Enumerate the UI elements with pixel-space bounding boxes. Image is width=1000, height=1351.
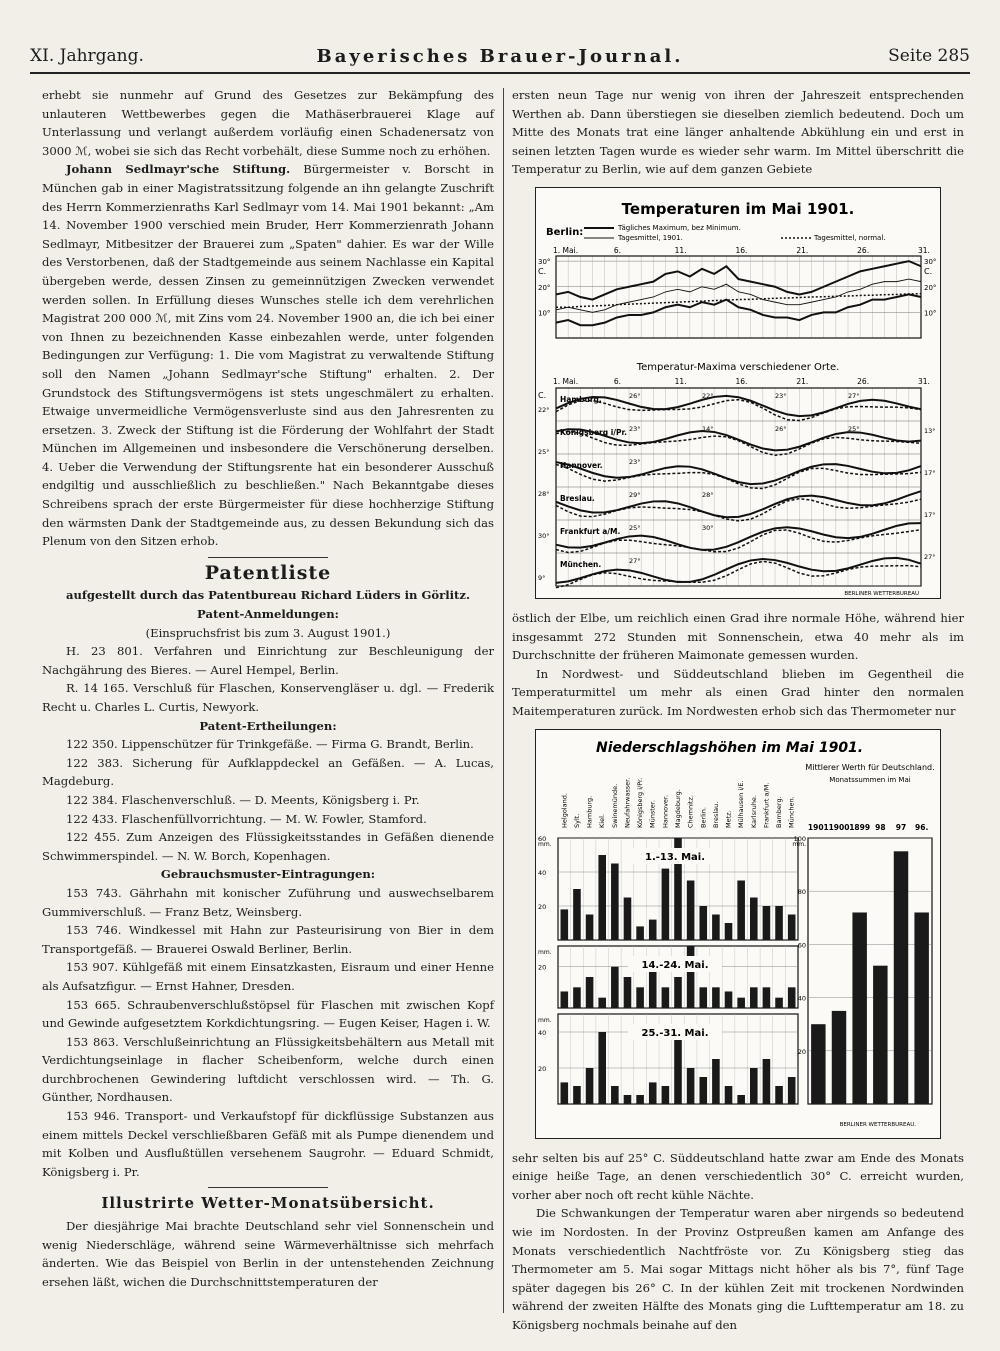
series-label: 1.-13. Mai. — [644, 851, 706, 863]
precip-bar — [636, 926, 644, 940]
peak-label: 27° — [629, 556, 641, 565]
y-tick-label: 100 — [793, 834, 806, 843]
category-label: Königsberg i/Pr. — [636, 777, 645, 828]
y-tick-label: 30° — [538, 258, 551, 267]
category-label: Helgoland. — [560, 792, 569, 828]
precip-bar — [624, 977, 632, 1008]
note: (Einspruchsfrist bis zum 3. August 1901.) — [145, 625, 391, 640]
series-label: 25.-31. Mai. — [641, 1027, 709, 1039]
comparison-bar — [894, 851, 908, 1104]
axis-value-label: 30° — [538, 531, 550, 540]
journal-title: Bayerisches Brauer-Journal. — [316, 46, 684, 67]
precip-bar — [649, 919, 657, 939]
precip-bar — [561, 1082, 569, 1104]
station-label: Breslau. — [560, 493, 595, 503]
precip-bar — [737, 1095, 745, 1104]
column-divider — [503, 88, 504, 1313]
precip-bar — [586, 1068, 594, 1104]
chart-title: Temperaturen im Mai 1901. — [621, 199, 855, 218]
x-tick-label: 1. Mai. — [553, 376, 579, 386]
precip-bar — [750, 897, 758, 940]
list-item: 153 743. Gährhahn mit konischer Zuführung und auswechselbarem Gummiverschluß. — Franz Betz, Weinsberg. — [42, 885, 494, 919]
category-label: Bamberg. — [775, 795, 784, 828]
axis-value-label: 25° — [538, 447, 550, 456]
y-tick-label: 20° — [924, 283, 937, 292]
y-tick-label: 20 — [538, 1064, 547, 1073]
y-tick-label: 10° — [924, 309, 937, 318]
category-label: Hamburg. — [585, 795, 594, 828]
precip-bar — [636, 987, 644, 1008]
legend-label: Berlin: — [546, 226, 584, 238]
y-tick-label: 10° — [538, 309, 551, 318]
precip-bar — [573, 987, 581, 1008]
precip-bar — [611, 1086, 619, 1104]
subsection-heading: Patent-Ertheilungen: — [199, 718, 337, 733]
peak-label: 23° — [775, 391, 787, 400]
precip-bar — [788, 987, 796, 1008]
peak-label: 26° — [629, 391, 641, 400]
peak-label: 23° — [629, 424, 641, 433]
precip-bar — [712, 987, 720, 1008]
precipitation-chart — [535, 729, 941, 1139]
axis-value-label: 28° — [538, 489, 550, 498]
peak-label: 22° — [702, 391, 714, 400]
x-tick-label: 6. — [613, 245, 621, 255]
x-tick-label: 16. — [735, 245, 748, 255]
y-tick-label: 40 — [538, 1028, 547, 1037]
page-number: Seite 285 — [888, 46, 970, 66]
precip-bar — [624, 1095, 632, 1104]
legend-entry: Tagesmittel, normal. — [814, 233, 886, 242]
year-label: 98 — [875, 822, 886, 832]
precip-bar — [750, 987, 758, 1008]
axis-value-label: 22° — [538, 405, 550, 414]
y-tick-label: 60 — [797, 940, 806, 949]
volume-label: XI. Jahrgang. — [30, 46, 144, 66]
category-label: Mülhausen i/E. — [737, 780, 746, 828]
precip-bar — [624, 897, 632, 940]
list-item: 122 433. Flaschenfüllvorrichtung. — M. W. Fowler, Stamford. — [66, 811, 427, 826]
precip-bar — [712, 914, 720, 940]
axis-value-label: 17° — [924, 510, 936, 519]
list-item: 153 863. Verschlußeinrichtung an Flüssigkeitsbehältern aus Metall mit Verdichtungseinlage in flacher Scheibenform, welche durch einen durchbrochenen Gewindering luftdicht verschlossen wird. — Th. G. Günther, Nordhausen. — [42, 1034, 494, 1105]
precip-bar — [687, 1068, 695, 1104]
x-tick-label: 21. — [796, 245, 809, 255]
year-label: 1900 — [828, 822, 850, 832]
paragraph: Die Schwankungen der Temperatur waren aber nirgends so bedeutend wie im Nordosten. In der Provinz Ostpreußen kamen am Anfange des Monats verschiedentlich Nachtfröste vor. Zu Königsberg stieg das Thermometer am 5. Mai sogar Mittags nicht höher als bis 7°, fünf Tage später dagegen bis 26° C. In der kühlen Zeit mit trockenen Nordwinden während der zweiten Hälfte des Monats ging die Lufttemperatur am 18. zu Königsberg nochmals beinahe auf den — [512, 1206, 964, 1332]
x-tick-label: 11. — [674, 376, 687, 386]
category-label: München. — [787, 795, 796, 828]
precip-bar — [598, 1032, 606, 1104]
x-tick-label: 11. — [674, 245, 687, 255]
panel-subtitle: Temperatur-Maxima verschiedener Orte. — [636, 361, 840, 373]
y-tick-label: 20° — [538, 283, 551, 292]
precip-bar — [611, 863, 619, 940]
unit-label: C. — [538, 267, 547, 277]
comparison-subtitle: Monatssummen im Mai — [829, 775, 911, 784]
category-label: Hannover. — [661, 794, 670, 828]
category-label: Neufahrwasser. — [623, 777, 632, 828]
paragraph: sehr selten bis auf 25° C. Süddeutschland hatte zwar am Ende des Monats einige heiße Tage, an denen verschiedentlich 30° C. erreicht wurden, vorher aber noch oft recht kühle Nächte. — [512, 1150, 964, 1202]
precip-bar — [573, 1086, 581, 1104]
category-label: Frankfurt a/M. — [762, 782, 771, 828]
peak-label: 25° — [629, 523, 641, 532]
peak-label: 14° — [702, 424, 714, 433]
y-tick-label: 20 — [538, 963, 547, 972]
credit: BERLINER WETTERBUREAU — [844, 590, 919, 597]
right-column — [512, 86, 964, 1334]
list-item: H. 23 801. Verfahren und Einrichtung zur Beschleunigung der Nachgährung des Bieres. — Aurel Hempel, Berlin. — [42, 644, 494, 677]
category-label: Chemnitz. — [686, 794, 695, 828]
precip-bar — [687, 946, 695, 1008]
category-label: Metz. — [724, 809, 733, 828]
precip-bar — [699, 906, 707, 940]
x-tick-label: 16. — [735, 376, 748, 386]
list-item: 122 350. Lippenschützer für Trinkgefäße. — Firma G. Brandt, Berlin. — [66, 737, 474, 752]
paragraph: ersten neun Tage nur wenig von ihren der Jahreszeit entsprechenden Werthen ab. Dann überstiegen sie dieselben ziemlich bedeutend. Doch um Mitte des Monats trat eine länger anhaltende Abkühlung ein und erst in seinen letzten Tagen wurde es wieder sehr warm. Im Mittel überschritt die Temperatur zu Berlin, wie auf dem ganzen Gebiete — [512, 88, 964, 177]
precip-bar — [687, 880, 695, 940]
peak-label: 26° — [775, 424, 787, 433]
unit-label: mm. — [538, 1016, 552, 1024]
station-label: Hannover. — [560, 460, 603, 470]
peak-label: 25° — [848, 424, 860, 433]
category-label: Karlsruhe. — [749, 794, 758, 828]
peak-label: 23° — [629, 457, 641, 466]
precip-bar — [712, 1059, 720, 1104]
category-label: Kiel. — [598, 813, 607, 828]
axis-value-label: 27° — [924, 552, 936, 561]
list-item: 153 907. Kühlgefäß mit einem Einsatzkasten, Eisraum und einer Henne als Aufsatzfigur. — Ernst Hahner, Dresden. — [42, 960, 494, 993]
precip-bar — [725, 1086, 733, 1104]
year-label: 1901 — [807, 822, 829, 832]
unit-label: mm. — [538, 948, 552, 956]
x-tick-label: 21. — [796, 376, 809, 386]
comparison-bar — [873, 965, 887, 1103]
category-label: Swinemünde. — [610, 783, 619, 828]
precip-bar — [649, 1082, 657, 1104]
precip-bar — [763, 1059, 771, 1104]
precip-bar — [636, 1095, 644, 1104]
x-tick-label: 6. — [613, 376, 621, 386]
precip-bar — [750, 1068, 758, 1104]
divider — [208, 1187, 328, 1188]
category-label: Münster. — [648, 799, 657, 828]
peak-label: 29° — [629, 490, 641, 499]
axis-value-label: 9° — [538, 573, 546, 582]
precip-bar — [737, 997, 745, 1007]
unit-label: mm. — [538, 840, 552, 848]
precip-bar — [763, 987, 771, 1008]
precip-bar — [662, 1086, 670, 1104]
chart-title: Niederschlagshöhen im Mai 1901. — [596, 739, 864, 756]
section-title: Patentliste — [204, 561, 332, 584]
paragraph: erhebt sie nunmehr auf Grund des Gesetzes zur Bekämpfung des unlauteren Wettbewerbes gegen die Mathäserbrauerei Klage auf Unterlassung und verlangt außerdem vorläufig einen Schadenersatz von 3000 ℳ, wobei sie sich das Recht vorbehält, diese Summe noch zu erhöhen. — [42, 88, 494, 158]
peak-label: 30° — [702, 523, 714, 532]
comparison-bar — [832, 1010, 846, 1103]
section-subtitle: aufgestellt durch das Patentbureau Richard Lüders in Görlitz. — [65, 588, 471, 603]
precip-bar — [763, 906, 771, 940]
list-item: 153 746. Windkessel mit Hahn zur Pasteurisirung von Bier in dem Transportgefäß. — Brauerei Oswald Berliner, Berlin. — [42, 923, 494, 956]
precip-bar — [674, 977, 682, 1008]
station-label: Frankfurt a/M. — [560, 526, 621, 536]
precipitation-chart-svg — [536, 730, 940, 1138]
comparison-bar — [852, 912, 866, 1104]
precip-bar — [674, 1032, 682, 1104]
category-label: Berlin. — [699, 806, 708, 828]
precip-bar — [586, 914, 594, 940]
left-column — [42, 86, 494, 1291]
y-tick-label: 40 — [538, 868, 547, 877]
precip-bar — [586, 977, 594, 1008]
unit-label: C. — [538, 390, 547, 400]
paragraph: östlich der Elbe, um reichlich einen Grad ihre normale Höhe, während hier insgesammt 272 Stunden mit Sonnenschein, etwa 40 mehr als im Durchschnitte der früheren Maimonate gemessen wurden. — [512, 610, 964, 663]
precip-bar — [561, 909, 569, 940]
y-tick-label: 30° — [924, 258, 937, 267]
list-item: R. 14 165. Verschluß für Flaschen, Konservengläser u. dgl. — Frederik Recht u. Charles L. Curtis, Newyork. — [42, 681, 494, 714]
paragraph-text: Bürgermeister v. Borscht in München gab in einer Magistratssitzung folgende an ihn gelangte Zuschrift des Herrn Kommerzienraths Karl Sedlmayr vom 14. Mai 1901 bekannt: „Am 14. November 1900 verschied mein Bruder, Herr Kommerzienrath Johann Sedlmayr, Mitbesitzer der Brauerei zum „Spaten" dahier. Es war der Wille des Verstorbenen, daß der Stadtgemeinde aus seinem Nachlasse ein Kapital übergeben werde, dessen Zinsen zu gemeinnützigen Zwecken verwendet werden sollen. In Erfüllung dieses Wunsches stelle ich dem verehrlichen Magistrat 200 000 ℳ, mit Zins vom 24. November 1900 an, die ich bei einer von Ihnen zu bezeichnenden Kasse einbezahlen werde, unter folgenden Bedingungen zur Verfügung: 1. Die vom Magistrat zu verwaltende Stiftung soll den Namen „Johann Sedlmayr'sche Stiftung" erhalten. 2. Der Grundstock des Stiftungsvermögens ist stets ungeschmälert zu erhalten. Etwaige unvermeidliche Vermögensverluste sind aus den Jahresrenten zu ersetzen. 3. Zweck der Stiftung ist die Förderung der Wohlfahrt der Stadt München im Allgemeinen und insbesondere die Verschönerung derselben. 4. Ueber die Verwendung der Stiftungsrente hat ein besonderer Ausschuß endgiltig und ausschließlich zu beschließen." Nach Bekanntgabe dieses Schreibens sprach der erste Bürgermeister für diese hochherzige Stiftung den wärmsten Dank der Stadtgemeinde aus, zu dessen Bekundung sich das Plenum von den Sitzen erhob. — [42, 162, 494, 549]
precip-bar — [775, 1086, 783, 1104]
paragraph: In Nordwest- und Süddeutschland blieben im Gegentheil die Temperaturmittel um mehr als einen Grad hinter den normalen Maitemperaturen zurück. Im Nordwesten erhob sich das Thermometer nur — [512, 666, 964, 718]
y-tick-label: 40 — [797, 994, 806, 1003]
unit-label: C. — [924, 267, 933, 277]
year-label: 1899 — [849, 822, 871, 832]
comparison-bar — [914, 912, 928, 1104]
precip-bar — [788, 1077, 796, 1104]
x-tick-label: 31. — [918, 376, 930, 386]
precip-bar — [699, 1077, 707, 1104]
precip-bar — [699, 987, 707, 1008]
precip-bar — [662, 868, 670, 939]
credit: BERLINER WETTERBUREAU. — [839, 1121, 916, 1128]
category-label: Magdeburg. — [674, 788, 682, 828]
x-tick-label: 31. — [918, 245, 930, 255]
temperature-chart — [535, 187, 941, 599]
station-label: Hamburg. — [560, 394, 602, 404]
paragraph — [42, 160, 494, 550]
page-header — [30, 42, 970, 74]
precip-bar — [662, 987, 670, 1008]
precip-bar — [611, 966, 619, 1007]
paragraph: Der diesjährige Mai brachte Deutschland sehr viel Sonnenschein und wenig Niederschläge, während seine Wärmeverhältnisse sich mehrfach änderten. Wie das Beispiel von Berlin in der untenstehenden Zeichnung ersehen läßt, wichen die Durchschnittstemperaturen der — [42, 1219, 494, 1289]
y-tick-label: 20 — [538, 902, 547, 911]
precip-bar — [598, 997, 606, 1007]
category-label: Sylt. — [572, 813, 581, 828]
series-label: 14.-24. Mai. — [641, 959, 709, 971]
year-label: 96. — [915, 822, 929, 832]
x-tick-label: 1. Mai. — [553, 245, 579, 255]
subsection-heading: Gebrauchsmuster-Eintragungen: — [160, 867, 376, 882]
station-label: Königsberg i/Pr. — [560, 427, 627, 437]
precip-bar — [573, 889, 581, 940]
category-label: Breslau. — [711, 801, 720, 828]
year-label: 97 — [895, 822, 907, 832]
list-item: 122 383. Sicherung für Aufklappdeckel an Gefäßen. — A. Lucas, Magdeburg. — [42, 755, 494, 789]
precip-bar — [775, 997, 783, 1007]
station-label: München. — [560, 559, 602, 569]
list-item: 122 384. Flaschenverschluß. — D. Meents, Königsberg i. Pr. — [66, 792, 420, 807]
section-heading: Johann Sedlmayr'sche Stiftung. — [66, 162, 291, 177]
axis-value-label: 13° — [924, 426, 936, 435]
peak-label: 27° — [848, 391, 860, 400]
unit-label: mm. — [792, 840, 806, 848]
y-tick-label: 60 — [538, 834, 547, 843]
peak-label: 28° — [702, 490, 714, 499]
precip-bar — [725, 991, 733, 1008]
precip-bar — [725, 923, 733, 940]
comparison-title: Mittlerer Werth für Deutschland. — [805, 762, 935, 772]
y-tick-label: 20 — [797, 1047, 806, 1056]
precip-bar — [788, 914, 796, 940]
list-item: 153 946. Transport- und Verkaufstopf für dickflüssige Substanzen aus einem mittels Deckel verschließbaren Gefäß mit als Pumpe dienendem und mit Kolben und Ausflußtüllen versehenem Saugrohr. — Eduard Schmidt, Königsberg i. Pr. — [42, 1109, 494, 1179]
list-item: 153 665. Schraubenverschlußstöpsel für Flaschen mit zwischen Kopf und Gewinde aufgesetztem Korkdichtungsring. — Eugen Keiser, Hagen i. W. — [42, 997, 494, 1031]
precip-bar — [598, 855, 606, 940]
section-title: Illustrirte Wetter-Monatsübersicht. — [101, 1194, 435, 1213]
subsection-heading: Patent-Anmeldungen: — [197, 607, 339, 622]
precip-bar — [561, 991, 569, 1008]
axis-value-label: 17° — [924, 468, 936, 477]
precip-bar — [775, 906, 783, 940]
list-item: 122 455. Zum Anzeigen des Flüssigkeitsstandes in Gefäßen dienende Schwimmerspindel. — N. W. Borch, Kopenhagen. — [42, 830, 494, 863]
x-tick-label: 26. — [857, 376, 870, 386]
y-tick-label: 80 — [797, 887, 806, 896]
x-tick-label: 26. — [857, 245, 870, 255]
precip-bar — [737, 880, 745, 940]
comparison-bar — [811, 1024, 825, 1104]
legend-entry: Tägliches Maximum, bez Minimum. — [618, 223, 741, 232]
comparison-frame — [808, 838, 932, 1104]
temperature-chart-svg — [536, 188, 940, 598]
divider — [208, 557, 328, 558]
legend-entry: Tagesmittel, 1901. — [618, 233, 683, 242]
